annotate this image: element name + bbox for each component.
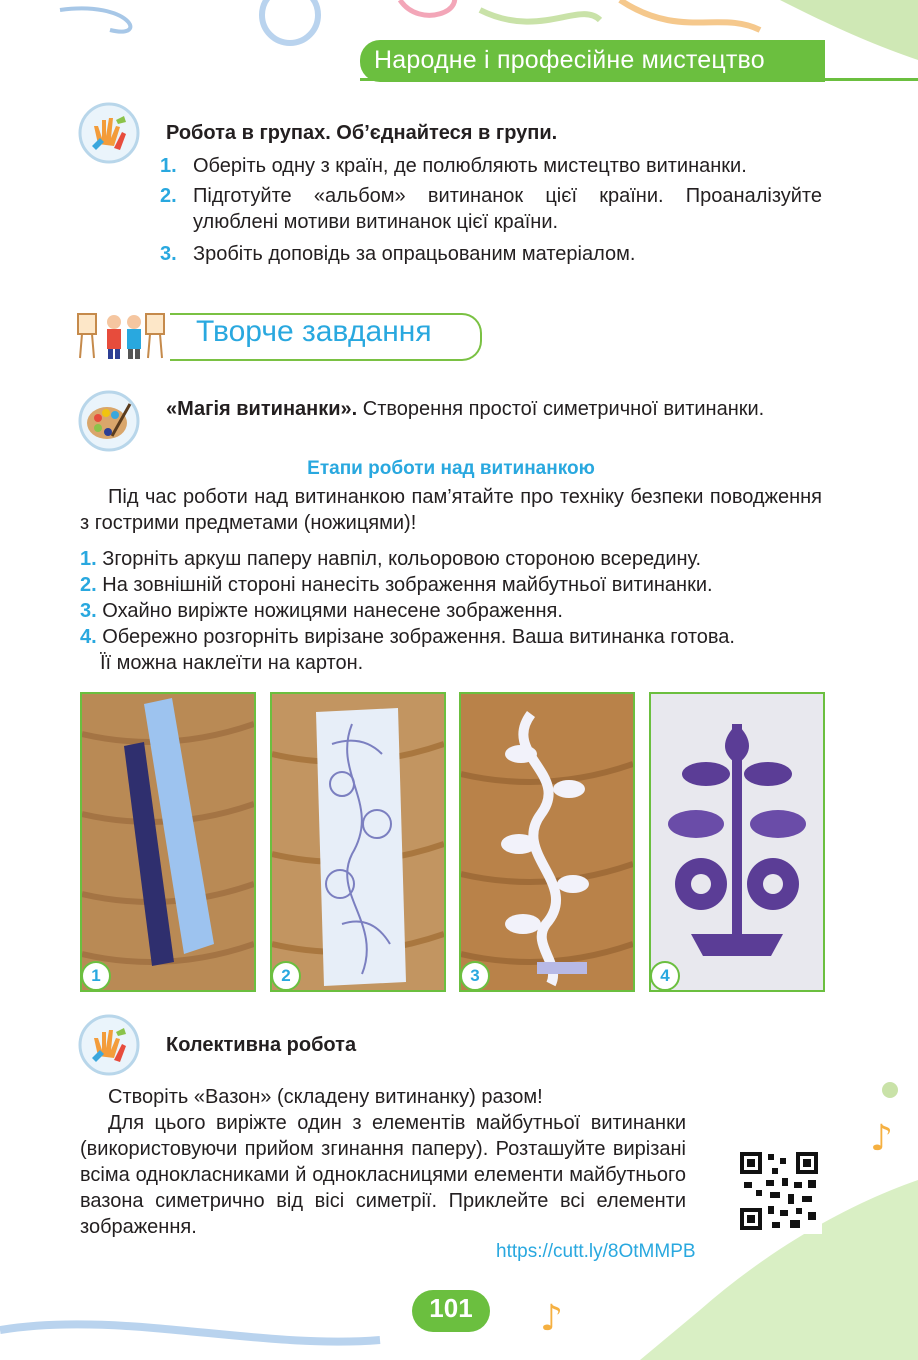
step-4-text: Обережно розгорніть вирізане зображення. Ваша витинанка готова. — [102, 626, 735, 648]
photo-drawn-pattern — [270, 692, 446, 992]
creative-task-description — [166, 396, 822, 422]
hands-group-icon — [78, 102, 140, 164]
step-4-continuation: Її можна наклеїти на картон. — [100, 652, 364, 674]
group-item-1-number: 1. — [160, 155, 177, 177]
step-2 — [80, 572, 713, 598]
safety-text: Під час роботи над витинанкою пам’ятайте про техніку безпеки поводження з гострими предметами (ножицями)! — [80, 486, 822, 534]
qr-link[interactable]: https://cutt.ly/8OtMMPB — [496, 1241, 696, 1262]
photo-badge-4: 4 — [650, 961, 680, 991]
photo-folded-paper — [80, 692, 256, 992]
collective-intro: Створіть «Вазон» (складену витинанку) разом! — [108, 1086, 543, 1108]
step-1-number: 1. — [80, 548, 97, 570]
svg-text:♪: ♪ — [540, 1298, 563, 1339]
step-2-text: На зовнішній стороні нанесіть зображення майбутньої витинанки. — [102, 574, 713, 596]
collective-heading: Колективна робота — [166, 1034, 357, 1056]
hands-collective-icon — [78, 1014, 140, 1076]
svg-text:♪: ♪ — [870, 1118, 893, 1159]
group-item-2-text: Підготуйте «альбом» витинанок цієї країни. Проаналізуйте улюблені мотиви витинанок цієї країни. — [193, 185, 822, 233]
group-item-3-number: 3. — [160, 243, 177, 265]
step-3 — [80, 598, 563, 624]
creative-task-title: «Магія витинанки». — [166, 398, 358, 420]
photo-badge-3: 3 — [460, 961, 490, 991]
creative-task-text: Створення простої симетричної витинанки. — [357, 398, 765, 420]
step-3-text: Охайно виріжте ножицями нанесене зображення. — [102, 600, 563, 622]
step-3-number: 3. — [80, 600, 97, 622]
group-item-1-text: Оберіть одну з країн, де полюбляють мистецтво витинанки. — [193, 155, 747, 177]
photo-badge-1: 1 — [81, 961, 111, 991]
group-item-2-number: 2. — [160, 185, 177, 207]
section-title: Творче завдання — [196, 315, 432, 348]
step-4 — [80, 624, 824, 650]
chapter-title: Народне і професійне мистецтво — [374, 46, 765, 74]
step-1 — [80, 546, 701, 572]
steps-title: Етапи роботи над витинанкою — [307, 458, 595, 479]
photo-badge-2: 2 — [271, 961, 301, 991]
group-work-heading: Робота в групах. Об’єднайтеся в групи. — [166, 122, 558, 144]
kids-painting-icon — [76, 308, 168, 360]
photo-finished-vytynanka — [649, 692, 825, 992]
photo-cut-pattern — [459, 692, 635, 992]
step-2-number: 2. — [80, 574, 97, 596]
qr-code-icon — [736, 1148, 822, 1234]
step-1-text: Згорніть аркуш паперу навпіл, кольоровою стороною всередину. — [102, 548, 702, 570]
group-item-3-text: Зробіть доповідь за опрацьованим матеріалом. — [193, 243, 636, 265]
page-number: 101 — [429, 1293, 473, 1323]
step-4-number: 4. — [80, 626, 97, 648]
collective-instructions: Для цього виріжте один з елементів майбутньої витинанки (використовуючи прийом згинання паперу). Розташуйте вирізані всіма однокласниками й однокласницями елементи майбутнього вазона симетрично від вісі симетрії. Приклейте всі елементи зображення. — [80, 1112, 686, 1238]
palette-icon — [78, 390, 140, 452]
